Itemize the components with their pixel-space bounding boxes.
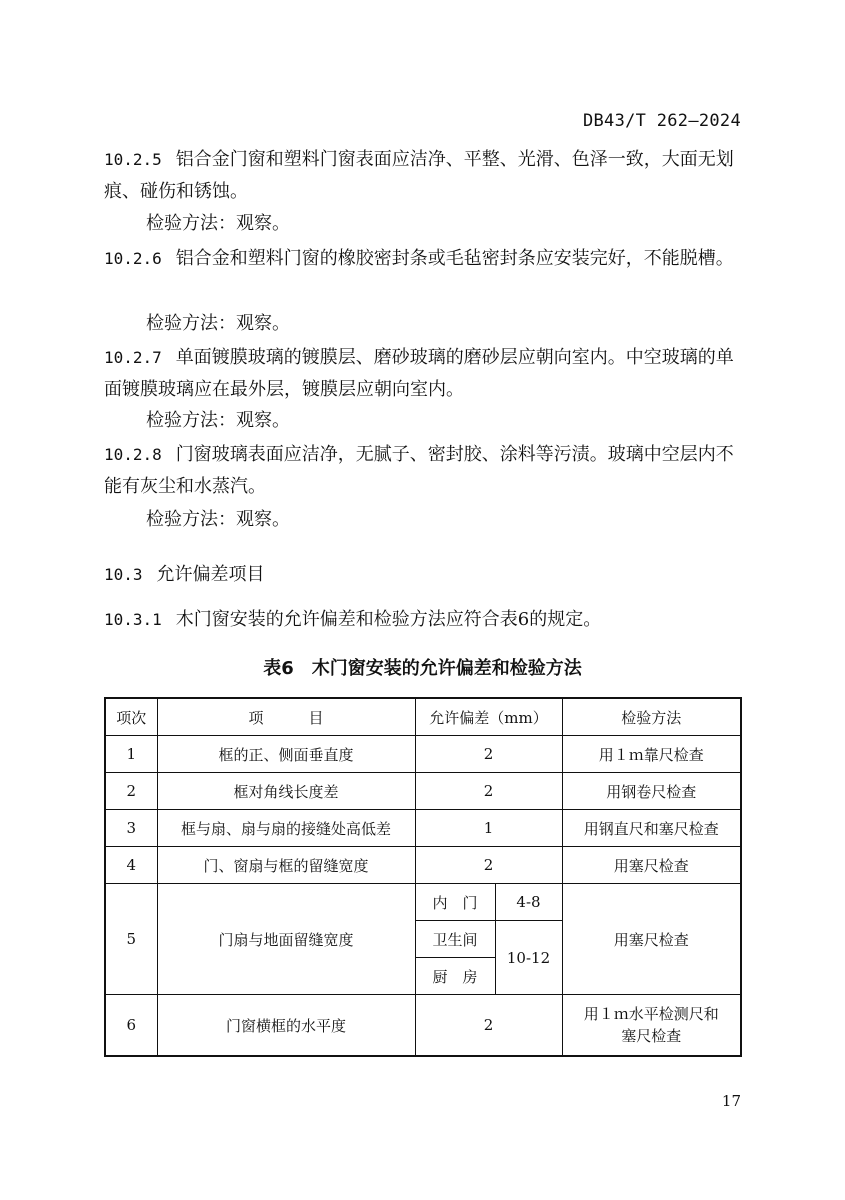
cell-sub-label: 卫生间 bbox=[415, 921, 495, 958]
clause-10-2-7 bbox=[104, 342, 744, 406]
cell-method: 用１ｍ靠尺检查 bbox=[562, 736, 741, 773]
cell-method: 用塞尺检查 bbox=[562, 884, 741, 995]
header-method: 检验方法 bbox=[562, 698, 741, 736]
clause-text: 铝合金和塑料门窗的橡胶密封条或毛毡密封条应安装完好，不能脱槽。 bbox=[175, 248, 734, 269]
clause-10-3-1 bbox=[104, 604, 744, 636]
cell-no: 5 bbox=[105, 884, 157, 995]
clause-text: 铝合金门窗和塑料门窗表面应洁净、平整、光滑、色泽一致，大面无划痕、碰伤和锈蚀。 bbox=[104, 149, 734, 202]
clause-text: 单面镀膜玻璃的镀膜层、磨砂玻璃的磨砂层应朝向室内。中空玻璃的单面镀膜玻璃应在最外层，镀膜层应朝向室内。 bbox=[104, 347, 734, 400]
table-title: 表6 木门窗安装的允许偏差和检验方法 bbox=[263, 658, 582, 679]
cell-tolerance: 2 bbox=[415, 773, 562, 810]
cell-no: 1 bbox=[105, 736, 157, 773]
inspection-method: 检验方法：观察。 bbox=[146, 313, 290, 334]
cell-item: 门扇与地面留缝宽度 bbox=[157, 884, 415, 995]
tolerance-table bbox=[104, 697, 742, 1057]
cell-item: 框对角线长度差 bbox=[157, 773, 415, 810]
table-row bbox=[105, 736, 741, 773]
clause-text: 木门窗安装的允许偏差和检验方法应符合表6的规定。 bbox=[175, 609, 602, 630]
table-row bbox=[105, 884, 741, 921]
clause-number: 10.2.8 bbox=[104, 445, 162, 464]
table-row bbox=[105, 995, 741, 1057]
header-tolerance: 允许偏差（mm） bbox=[415, 698, 562, 736]
document-id: DB43/T 262—2024 bbox=[582, 111, 741, 131]
cell-sub-value: 4-8 bbox=[495, 884, 562, 921]
clause-10-2-5 bbox=[104, 144, 744, 208]
table-row bbox=[105, 773, 741, 810]
clause-number: 10.2.6 bbox=[104, 249, 162, 268]
inspection-method: 检验方法：观察。 bbox=[146, 410, 290, 431]
cell-sub-value: 10-12 bbox=[495, 921, 562, 995]
cell-item: 门、窗扇与框的留缝宽度 bbox=[157, 847, 415, 884]
cell-tolerance: 2 bbox=[415, 847, 562, 884]
section-number: 10.3 bbox=[104, 565, 143, 584]
table-header-row bbox=[105, 698, 741, 736]
inspection-method: 检验方法：观察。 bbox=[146, 213, 290, 234]
cell-item: 框与扇、扇与扇的接缝处高低差 bbox=[157, 810, 415, 847]
cell-method: 用钢直尺和塞尺检查 bbox=[562, 810, 741, 847]
cell-no: 4 bbox=[105, 847, 157, 884]
method-line: 用１ｍ水平检测尺和 bbox=[583, 1005, 719, 1023]
cell-no: 3 bbox=[105, 810, 157, 847]
header-no: 项次 bbox=[105, 698, 157, 736]
section-heading bbox=[104, 560, 265, 586]
cell-item: 门窗横框的水平度 bbox=[157, 995, 415, 1057]
cell-item: 框的正、侧面垂直度 bbox=[157, 736, 415, 773]
clause-10-2-8 bbox=[104, 439, 744, 503]
cell-tolerance: 2 bbox=[415, 995, 562, 1057]
header-item: 项 目 bbox=[157, 698, 415, 736]
cell-tolerance: 1 bbox=[415, 810, 562, 847]
page-number: 17 bbox=[721, 1092, 741, 1110]
method-line: 塞尺检查 bbox=[621, 1027, 682, 1045]
cell-sub-label: 内 门 bbox=[415, 884, 495, 921]
clause-number: 10.2.5 bbox=[104, 150, 162, 169]
clause-10-2-6 bbox=[104, 243, 744, 275]
table-row bbox=[105, 847, 741, 884]
inspection-method: 检验方法：观察。 bbox=[146, 509, 290, 530]
cell-no: 6 bbox=[105, 995, 157, 1057]
cell-method: 用钢卷尺检查 bbox=[562, 773, 741, 810]
section-title: 允许偏差项目 bbox=[156, 564, 265, 585]
cell-tolerance: 2 bbox=[415, 736, 562, 773]
cell-no: 2 bbox=[105, 773, 157, 810]
cell-sub-label: 厨 房 bbox=[415, 958, 495, 995]
clause-number: 10.3.1 bbox=[104, 610, 162, 629]
cell-method bbox=[562, 995, 741, 1057]
cell-method: 用塞尺检查 bbox=[562, 847, 741, 884]
table-row bbox=[105, 810, 741, 847]
clause-number: 10.2.7 bbox=[104, 348, 162, 367]
clause-text: 门窗玻璃表面应洁净，无腻子、密封胶、涂料等污渍。玻璃中空层内不能有灰尘和水蒸汽。 bbox=[104, 444, 734, 497]
